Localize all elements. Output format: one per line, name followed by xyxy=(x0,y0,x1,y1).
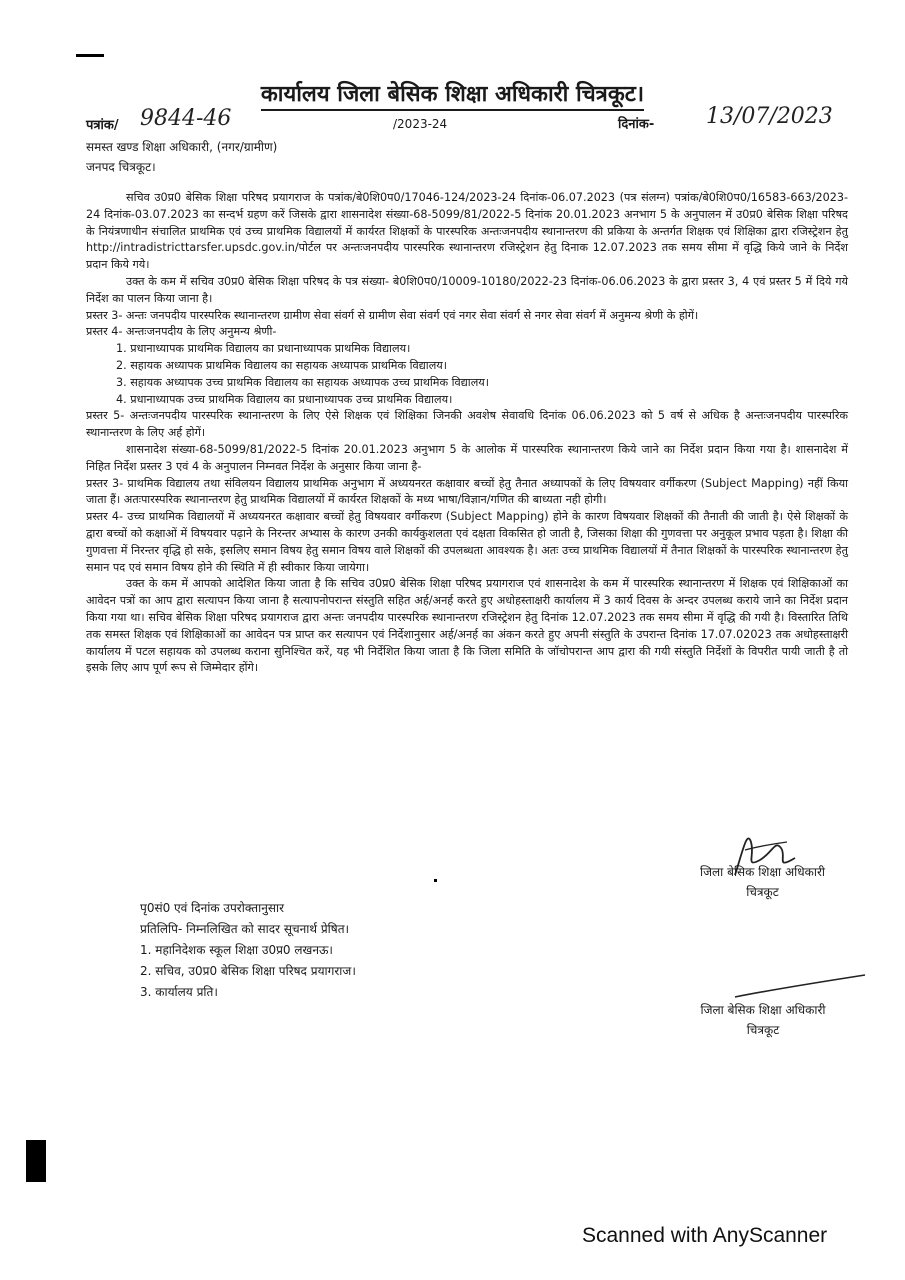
body-paragraph-8: प्रस्तर 4- उच्च प्राथमिक विद्यालयों में अध्ययनरत कक्षावार बच्चों हेतु विषयवार वर्गीकरण (Subject Mapping) होने के कारण विषयवार शिक्षकों की तैनाती की जाती है। ऐसे शिक्षकों के द्वारा बच्चों को कक्षाओं में विषयवार पढ़ाने के निरन्तर अभ्यास के कारण उनकी कार्यकुशलता एवं दक्षता विकसित हो जाती है, जिसका शिक्षा की गुणवत्ता पर अनुकूल प्रभाव पड़ता है। शिक्षा की गुणवत्ता में निरन्तर वृद्धि हो सके, इसलिए समान विषय हेतु समान विषय वाले शिक्षकों की उपलब्धता आवश्यक है। अतः उच्च प्राथमिक विद्यालयों में तैनात शिक्षकों के पारस्परिक स्थानान्तरण हेतु समान पद एवं समान विषय होने की स्थिति में ही स्वीकार किया जायेगा। xyxy=(86,510,848,574)
addressee-line-1: समस्त खण्ड शिक्षा अधिकारी, (नगर/ग्रामीण) xyxy=(86,140,278,154)
scan-mark-top xyxy=(76,54,104,57)
addressee xyxy=(86,137,277,177)
category-list xyxy=(86,341,848,408)
signature-2-district: चित्रकूट xyxy=(746,1023,780,1037)
body-paragraph-3: प्रस्तर 3- अन्तः जनपदीय पारस्परिक स्थानान्तरण ग्रामीण सेवा संवर्ग से ग्रामीण सेवा संवर्ग एवं नगर सेवा संवर्ग से नगर सेवा संवर्ग में अनुमन्य श्रेणी के होगें। xyxy=(86,308,699,322)
signature-stroke xyxy=(730,972,870,1002)
letter-number-label: पत्रांक/ xyxy=(86,118,119,133)
copy-reference: पृ0सं0 एवं दिनांक उपरोक्तानुसार xyxy=(140,901,284,915)
body-paragraph-2: उक्त के कम में सचिव उ0प्र0 बेसिक शिक्षा परिषद के पत्र संख्या- बे0शि0प0/10009-10180/2022-23 दिनांक-06.06.2023 के द्वारा प्रस्तर 3, 4 एवं प्रस्तर 5 में दिये गये निर्देश का पालन किया जाना है। xyxy=(86,274,848,305)
signature-1-title: जिला बेसिक शिक्षा अधिकारी xyxy=(700,865,825,879)
date-handwritten: 13/07/2023 xyxy=(706,104,833,129)
list-item: 1. प्रधानाध्यापक प्राथमिक विद्यालय का प्रधानाध्यापक प्राथमिक विद्यालय। xyxy=(116,342,411,356)
body-paragraph-6: शासनादेश संख्या-68-5099/81/2022-5 दिनांक 20.01.2023 अनुभाग 5 के आलोक में पारस्परिक स्थानान्तरण किये जाने का निर्देश प्रदान किया गया है। शासनादेश में निहित निर्देश प्रस्तर 3 एवं 4 के अनुपालन निम्नवत निर्देश के अनुसार किया जाना है- xyxy=(86,442,848,473)
scan-dot xyxy=(434,879,437,882)
signature-block-1 xyxy=(670,862,855,902)
body-paragraph-7: प्रस्तर 3- प्राथमिक विद्यालय तथा संविलयन विद्यालय प्राथमिक अनुभाग में अध्ययनरत कक्षावार बच्चों हेतु तैनात अध्यापकों के लिए विषयवार वर्गीकरण (Subject Mapping) नहीं किया जाता हैं। अतःपारस्परिक स्थानान्तरण हेतु प्राथमिक विद्यालयों में कार्यरत शिक्षकों के मध्य भाषा/विज्ञान/गणित की बाध्यता नही होगी। xyxy=(86,476,848,507)
letter-number-year: /2023-24 xyxy=(393,117,448,131)
body-paragraph-4: प्रस्तर 4- अन्तःजनपदीय के लिए अनुमन्य श्रेणी- xyxy=(86,325,277,339)
copy-section xyxy=(140,898,356,1003)
office-title: कार्यालय जिला बेसिक शिक्षा अधिकारी चित्रकूट। xyxy=(261,82,644,111)
list-item: 4. प्रधानाध्यापक उच्च प्राथमिक विद्यालय का प्रधानाध्यापक उच्च प्राथमिक विद्यालय। xyxy=(116,392,453,406)
addressee-line-2: जनपद चित्रकूट। xyxy=(86,160,156,174)
copy-list-item: 1. महानिदेशक स्कूल शिक्षा उ0प्र0 लखनऊ। xyxy=(140,943,333,957)
list-item: 2. सहायक अध्यापक प्राथमिक विद्यालय का सहायक अध्यापक प्राथमिक विद्यालय। xyxy=(116,358,448,372)
signature-1-district: चित्रकूट xyxy=(746,885,779,899)
list-item: 3. सहायक अध्यापक उच्च प्राथमिक विद्यालय का सहायक अध्यापक उच्च प्राथमिक विद्यालय। xyxy=(116,375,490,389)
copy-list xyxy=(140,940,356,1003)
body-paragraph-9: उक्त के कम में आपको आदेशित किया जाता है कि सचिव उ0प्र0 बेसिक शिक्षा परिषद प्रयागराज एवं शासनादेश के कम में पारस्परिक स्थानान्तरण में शिक्षक एवं शिक्षिकाओं का आवेदन पत्रों का आप द्वारा सत्यापन किया जाना है सत्यापनोपरान्त संस्तुति सहित अर्ह/अनर्ह करते हुए अधोहस्ताक्षरी कार्यालय में 3 कार्य दिवस के अन्दर उपलब्ध कराये जाने का निर्देश प्रदान किया गया था। सचिव बेसिक शिक्षा परिषद प्रयागराज द्वारा अन्तः जनपदीय पारस्परिक स्थानान्तरण रजिस्ट्रेशन हेतु दिनांक 12.07.2023 तक समय सीमा में वृद्धि की गयी है। विस्तारित तिथि तक समस्त शिक्षक एवं शिक्षिकाओं का आवेदन पत्र प्राप्त कर सत्यापन एवं निर्देशानुसार अर्ह/अनर्ह का अंकन करते हुए अपनी संस्तुति के उपरान्त दिनांक 17.07.02023 तक अधोहस्ताक्षरी कार्यालय में पटल सहायक को उपलब्ध कराना सुनिश्चित करें, यह भी निर्देशित किया जाता है कि जिला समिति के जॉचोपरान्त आप द्वारा की गयी संस्तुति निर्देशों के विपरीत पायी जाती है तो इसके लिए आप पूर्ण रूप से जिम्मेदार होंगे। xyxy=(86,577,848,675)
copy-list-item: 2. सचिव, उ0प्र0 बेसिक शिक्षा परिषद प्रयागराज। xyxy=(140,964,356,978)
scanner-watermark: Scanned with AnyScanner xyxy=(582,1224,828,1247)
date-label: दिनांक- xyxy=(618,117,655,132)
letter-number-handwritten: 9844-46 xyxy=(140,106,232,131)
body-paragraph-1: सचिव उ0प्र0 बेसिक शिक्षा परिषद प्रयागराज के पत्रांक/बे0शि0प0/17046-124/2023-24 दिनांक-06.07.2023 (पत्र संलग्न) पत्रांक/बे0शि0प0/16583-663/2023-24 दिनांक-03.07.2023 का सन्दर्भ ग्रहण करें जिसके द्वारा शासनादेश संख्या-68-5099/81/2022-5 दिनांक 20.01.2023 अनभाग 5 के अनुपालन में उ0प्र0 बेसिक शिक्षा परिषद के नियंत्रणाधीन संचालित प्राथमिक एवं उच्च प्राथमिक विद्यालयों में कार्यरत शिक्षकों के पारस्परिक अन्तःजनपदीय स्थानान्तरण की प्रकिया के अन्तर्गत शिक्षक एवं शिक्षिका द्वारा रजिस्ट्रेशन हेतु http://intradistricttarsfer.upsdc.gov.in/पोर्टल पर अन्तःजनपदीय पारस्परिक स्थानान्तरण रजिस्ट्रेशन हेतु दिनाक 12.07.2023 तक समय सीमा में वृद्धि किये जाने के निर्देश प्रदान किये गये। xyxy=(86,191,848,272)
letter-body xyxy=(86,190,848,677)
body-paragraph-5: प्रस्तर 5- अन्तःजनपदीय पारस्परिक स्थानान्तरण के लिए ऐसे शिक्षक एवं शिक्षिका जिनकी अवशेष सेवावधि दिनांक 06.06.2023 को 5 वर्ष से अधिक है अन्तःजनपदीय पारस्परिक स्थानान्तरण के लिए अर्ह होगें। xyxy=(86,409,848,440)
copy-heading: प्रतिलिपि- निम्नलिखित को सादर सूचनार्थ प्रेषित। xyxy=(140,922,350,936)
scan-mark-edge xyxy=(26,1140,46,1182)
signature-block-2 xyxy=(668,1000,858,1040)
copy-list-item: 3. कार्यालय प्रति। xyxy=(140,985,218,999)
signature-2-title: जिला बेसिक शिक्षा अधिकारी xyxy=(700,1003,826,1017)
